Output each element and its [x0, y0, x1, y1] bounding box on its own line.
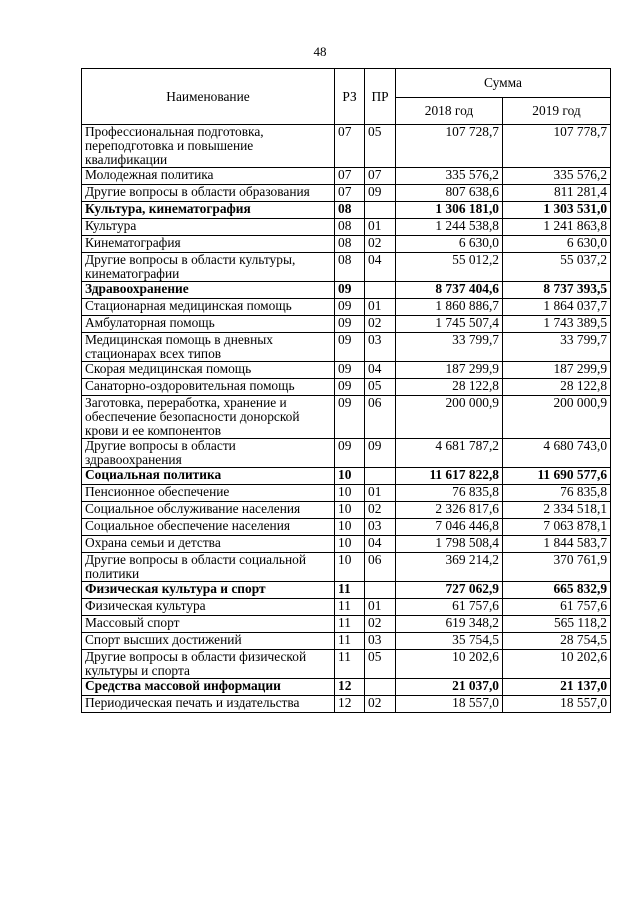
row-amount-2019: 8 737 393,5 [503, 282, 611, 299]
row-amount-2018: 1 860 886,7 [396, 299, 503, 316]
row-name: Другие вопросы в области образования [82, 185, 335, 202]
row-rz-code: 09 [335, 362, 365, 379]
row-name: Социальное обслуживание населения [82, 502, 335, 519]
row-name: Социальная политика [82, 468, 335, 485]
row-amount-2019: 565 118,2 [503, 616, 611, 633]
row-amount-2018: 7 046 446,8 [396, 519, 503, 536]
row-name: Физическая культура [82, 599, 335, 616]
row-rz-code: 11 [335, 616, 365, 633]
row-name: Санаторно-оздоровительная помощь [82, 379, 335, 396]
row-amount-2018: 8 737 404,6 [396, 282, 503, 299]
row-name: Другие вопросы в области здравоохранения [82, 439, 335, 468]
section-row [82, 202, 611, 219]
row-amount-2018: 28 122,8 [396, 379, 503, 396]
row-name: Профессиональная подготовка, переподготовка и повышение квалификации [82, 125, 335, 168]
table-row [82, 379, 611, 396]
row-amount-2018: 807 638,6 [396, 185, 503, 202]
row-amount-2019: 28 122,8 [503, 379, 611, 396]
row-amount-2019: 2 334 518,1 [503, 502, 611, 519]
row-pr-code: 01 [365, 219, 396, 236]
table-row [82, 362, 611, 379]
header-name: Наименование [82, 69, 335, 125]
row-pr-code: 06 [365, 553, 396, 582]
row-rz-code: 10 [335, 519, 365, 536]
table-row [82, 536, 611, 553]
row-rz-code: 09 [335, 299, 365, 316]
row-pr-code [365, 202, 396, 219]
row-amount-2018: 335 576,2 [396, 168, 503, 185]
row-amount-2018: 18 557,0 [396, 696, 503, 713]
row-amount-2018: 76 835,8 [396, 485, 503, 502]
row-rz-code: 10 [335, 485, 365, 502]
row-amount-2019: 1 303 531,0 [503, 202, 611, 219]
row-rz-code: 10 [335, 468, 365, 485]
row-amount-2018: 6 630,0 [396, 236, 503, 253]
row-pr-code [365, 468, 396, 485]
row-amount-2019: 4 680 743,0 [503, 439, 611, 468]
row-rz-code: 09 [335, 379, 365, 396]
table-row [82, 236, 611, 253]
row-amount-2018: 4 681 787,2 [396, 439, 503, 468]
table-row [82, 616, 611, 633]
row-amount-2019: 6 630,0 [503, 236, 611, 253]
table-row [82, 396, 611, 439]
row-rz-code: 11 [335, 582, 365, 599]
row-amount-2019: 200 000,9 [503, 396, 611, 439]
row-name: Охрана семьи и детства [82, 536, 335, 553]
row-amount-2019: 11 690 577,6 [503, 468, 611, 485]
row-amount-2018: 1 244 538,8 [396, 219, 503, 236]
row-amount-2019: 370 761,9 [503, 553, 611, 582]
row-pr-code: 06 [365, 396, 396, 439]
row-rz-code: 08 [335, 219, 365, 236]
row-name: Средства массовой информации [82, 679, 335, 696]
row-pr-code: 01 [365, 299, 396, 316]
row-rz-code: 11 [335, 599, 365, 616]
row-amount-2019: 33 799,7 [503, 333, 611, 362]
table-row [82, 553, 611, 582]
row-amount-2019: 61 757,6 [503, 599, 611, 616]
row-pr-code: 05 [365, 125, 396, 168]
row-name: Социальное обеспечение населения [82, 519, 335, 536]
row-rz-code: 08 [335, 202, 365, 219]
row-rz-code: 07 [335, 168, 365, 185]
row-name: Скорая медицинская помощь [82, 362, 335, 379]
table-row [82, 125, 611, 168]
row-name: Спорт высших достижений [82, 633, 335, 650]
row-name: Другие вопросы в области культуры, кинематографии [82, 253, 335, 282]
row-rz-code: 08 [335, 236, 365, 253]
row-rz-code: 07 [335, 125, 365, 168]
section-row [82, 582, 611, 599]
row-amount-2018: 61 757,6 [396, 599, 503, 616]
row-name: Амбулаторная помощь [82, 316, 335, 333]
table-row [82, 333, 611, 362]
row-name: Периодическая печать и издательства [82, 696, 335, 713]
section-row [82, 679, 611, 696]
row-amount-2018: 33 799,7 [396, 333, 503, 362]
row-rz-code: 09 [335, 316, 365, 333]
row-pr-code: 01 [365, 485, 396, 502]
row-amount-2018: 1 745 507,4 [396, 316, 503, 333]
row-pr-code: 07 [365, 168, 396, 185]
row-rz-code: 12 [335, 696, 365, 713]
table-row [82, 168, 611, 185]
row-pr-code: 09 [365, 185, 396, 202]
row-amount-2019: 187 299,9 [503, 362, 611, 379]
row-rz-code: 11 [335, 650, 365, 679]
row-pr-code: 09 [365, 439, 396, 468]
row-name: Стационарная медицинская помощь [82, 299, 335, 316]
row-amount-2018: 11 617 822,8 [396, 468, 503, 485]
row-rz-code: 10 [335, 536, 365, 553]
table-row [82, 633, 611, 650]
row-amount-2019: 811 281,4 [503, 185, 611, 202]
row-amount-2019: 7 063 878,1 [503, 519, 611, 536]
row-rz-code: 09 [335, 396, 365, 439]
row-amount-2018: 200 000,9 [396, 396, 503, 439]
row-pr-code: 04 [365, 362, 396, 379]
table-row [82, 485, 611, 502]
row-rz-code: 09 [335, 333, 365, 362]
row-amount-2018: 35 754,5 [396, 633, 503, 650]
row-amount-2019: 10 202,6 [503, 650, 611, 679]
row-amount-2019: 76 835,8 [503, 485, 611, 502]
row-pr-code: 02 [365, 236, 396, 253]
row-rz-code: 09 [335, 282, 365, 299]
table-row [82, 439, 611, 468]
row-amount-2018: 10 202,6 [396, 650, 503, 679]
table-row [82, 253, 611, 282]
row-amount-2019: 1 241 863,8 [503, 219, 611, 236]
header-year-2019: 2019 год [503, 98, 611, 125]
row-rz-code: 09 [335, 439, 365, 468]
row-pr-code: 02 [365, 502, 396, 519]
table-row [82, 316, 611, 333]
row-amount-2019: 55 037,2 [503, 253, 611, 282]
row-amount-2018: 1 306 181,0 [396, 202, 503, 219]
header-year-2018: 2018 год [396, 98, 503, 125]
row-name: Физическая культура и спорт [82, 582, 335, 599]
row-amount-2019: 1 844 583,7 [503, 536, 611, 553]
row-amount-2018: 55 012,2 [396, 253, 503, 282]
table-header [82, 69, 611, 125]
table-body [82, 125, 611, 713]
row-amount-2019: 1 743 389,5 [503, 316, 611, 333]
row-name: Культура [82, 219, 335, 236]
row-name: Здравоохранение [82, 282, 335, 299]
row-amount-2019: 18 557,0 [503, 696, 611, 713]
row-amount-2019: 21 137,0 [503, 679, 611, 696]
row-amount-2019: 1 864 037,7 [503, 299, 611, 316]
row-name: Кинематография [82, 236, 335, 253]
row-amount-2018: 2 326 817,6 [396, 502, 503, 519]
row-name: Культура, кинематография [82, 202, 335, 219]
row-name: Заготовка, переработка, хранение и обеспечение безопасности донорской крови и ее компонентов [82, 396, 335, 439]
row-rz-code: 12 [335, 679, 365, 696]
row-name: Пенсионное обеспечение [82, 485, 335, 502]
row-pr-code: 02 [365, 616, 396, 633]
row-amount-2018: 727 062,9 [396, 582, 503, 599]
row-amount-2018: 1 798 508,4 [396, 536, 503, 553]
row-pr-code: 01 [365, 599, 396, 616]
row-pr-code: 03 [365, 519, 396, 536]
table-row [82, 650, 611, 679]
table-row [82, 696, 611, 713]
budget-table [81, 68, 611, 713]
row-pr-code: 02 [365, 696, 396, 713]
header-pr: ПР [365, 69, 396, 125]
table-row [82, 185, 611, 202]
row-pr-code: 03 [365, 333, 396, 362]
row-amount-2018: 369 214,2 [396, 553, 503, 582]
page-number: 48 [313, 44, 327, 59]
row-amount-2019: 107 778,7 [503, 125, 611, 168]
row-name: Другие вопросы в области физической культуры и спорта [82, 650, 335, 679]
table-row [82, 219, 611, 236]
row-name: Другие вопросы в области социальной политики [82, 553, 335, 582]
section-row [82, 282, 611, 299]
row-rz-code: 08 [335, 253, 365, 282]
row-amount-2019: 665 832,9 [503, 582, 611, 599]
table-row [82, 299, 611, 316]
row-rz-code: 11 [335, 633, 365, 650]
row-pr-code: 02 [365, 316, 396, 333]
row-pr-code: 04 [365, 253, 396, 282]
header-rz: РЗ [335, 69, 365, 125]
row-amount-2018: 21 037,0 [396, 679, 503, 696]
row-rz-code: 07 [335, 185, 365, 202]
row-pr-code [365, 679, 396, 696]
table-row [82, 599, 611, 616]
row-amount-2018: 107 728,7 [396, 125, 503, 168]
row-pr-code: 05 [365, 379, 396, 396]
row-pr-code: 03 [365, 633, 396, 650]
table-row [82, 519, 611, 536]
row-name: Медицинская помощь в дневных стационарах всех типов [82, 333, 335, 362]
row-rz-code: 10 [335, 553, 365, 582]
row-amount-2019: 28 754,5 [503, 633, 611, 650]
row-rz-code: 10 [335, 502, 365, 519]
row-name: Массовый спорт [82, 616, 335, 633]
header-sum: Сумма [396, 69, 611, 98]
table-row [82, 502, 611, 519]
row-pr-code: 04 [365, 536, 396, 553]
row-pr-code [365, 582, 396, 599]
row-name: Молодежная политика [82, 168, 335, 185]
row-amount-2018: 187 299,9 [396, 362, 503, 379]
row-amount-2018: 619 348,2 [396, 616, 503, 633]
row-pr-code [365, 282, 396, 299]
row-pr-code: 05 [365, 650, 396, 679]
section-row [82, 468, 611, 485]
row-amount-2019: 335 576,2 [503, 168, 611, 185]
